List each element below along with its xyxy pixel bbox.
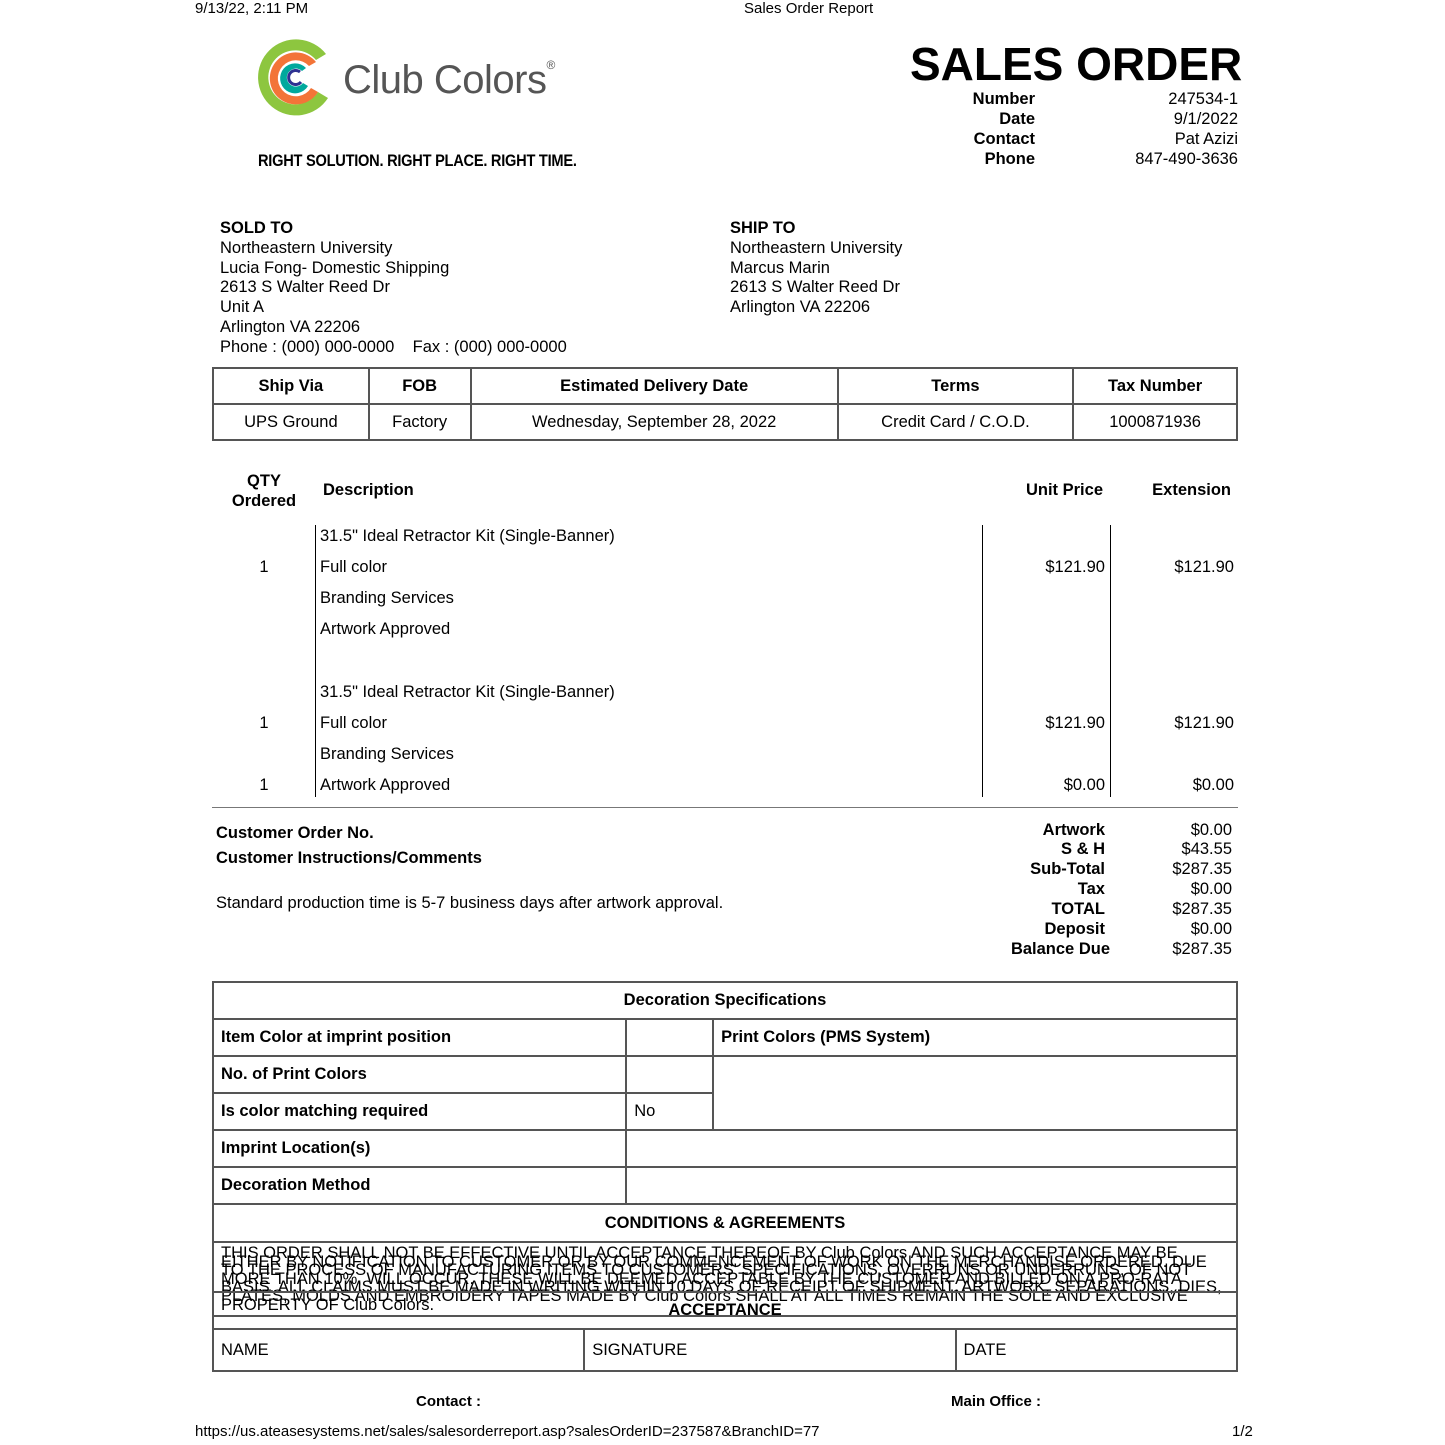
ship-via-value: UPS Ground: [213, 404, 369, 440]
footer-contact: Contact :: [416, 1393, 481, 1410]
sold-to-line: Unit A: [220, 298, 265, 317]
total-label: Deposit: [1044, 920, 1105, 938]
number-value: 247534-1: [1168, 90, 1238, 108]
total-value: $287.35: [1172, 900, 1232, 918]
shipping-table: [212, 367, 1238, 441]
phone-value: 847-490-3636: [1135, 150, 1238, 168]
decoration-method-label: Decoration Method: [213, 1167, 626, 1204]
ship-to-block: [730, 219, 902, 318]
total-value: $287.35: [1172, 860, 1232, 878]
unit-price-header: Unit Price: [1025, 481, 1103, 499]
conditions-title: CONDITIONS & AGREEMENTS: [213, 1204, 1237, 1242]
description-header: Description: [323, 481, 414, 499]
sold-to-fax: Fax : (000) 000-0000: [412, 337, 567, 356]
terms-header: Terms: [838, 368, 1073, 404]
item-color-label: Item Color at imprint position: [213, 1019, 626, 1056]
date-value: 9/1/2022: [1173, 110, 1238, 128]
delivery-date-header: Estimated Delivery Date: [471, 368, 838, 404]
tax-number-value: 1000871936: [1073, 404, 1237, 440]
customer-order-no-label: Customer Order No.: [216, 824, 374, 842]
footer-main-office: Main Office :: [951, 1393, 1042, 1410]
item-desc: Artwork Approved: [320, 776, 451, 794]
item-price: $0.00: [1063, 776, 1105, 794]
print-page-title: Sales Order Report: [744, 0, 874, 17]
qty-header: [214, 471, 314, 511]
total-value: $43.55: [1181, 840, 1232, 858]
company-name: Club Colors®: [343, 58, 555, 102]
decoration-title: Decoration Specifications: [213, 982, 1237, 1019]
item-desc: Branding Services: [320, 745, 454, 763]
acceptance-signature-field[interactable]: SIGNATURE: [584, 1329, 955, 1371]
qty-header-line: Ordered: [231, 492, 297, 510]
acceptance-name-field[interactable]: NAME: [213, 1329, 584, 1371]
total-value: $287.35: [1172, 940, 1232, 958]
terms-value: Credit Card / C.O.D.: [838, 404, 1073, 440]
sales-order-title: SALES ORDER: [910, 38, 1243, 90]
acceptance-title: ACCEPTANCE: [213, 1292, 1237, 1329]
total-label: Balance Due: [1010, 940, 1110, 958]
sold-to-line: Lucia Fong- Domestic Shipping: [220, 258, 450, 277]
print-page-number: 1/2: [1232, 1423, 1253, 1440]
total-label: TOTAL: [1051, 900, 1105, 918]
number-label: Number: [972, 90, 1035, 108]
date-label: Date: [999, 110, 1035, 128]
contact-value: Pat Azizi: [1174, 130, 1238, 148]
item-ext: $121.90: [1174, 558, 1234, 576]
sold-to-line: 2613 S Walter Reed Dr: [220, 278, 390, 297]
ship-to-line: Marcus Marin: [730, 258, 830, 277]
club-colors-logo-icon: [256, 36, 338, 118]
color-matching-value: No: [626, 1093, 713, 1130]
sold-to-line: Arlington VA 22206: [220, 317, 361, 336]
print-datetime: 9/13/22, 2:11 PM: [195, 0, 309, 17]
item-desc: Full color: [320, 558, 387, 576]
contact-label: Contact: [973, 130, 1035, 148]
item-desc: Full color: [320, 714, 387, 732]
sold-to-line: Northeastern University: [220, 238, 393, 257]
item-desc: Branding Services: [320, 589, 454, 607]
item-qty: 1: [259, 558, 269, 576]
company-tagline: RIGHT SOLUTION. RIGHT PLACE. RIGHT TIME.: [258, 151, 577, 170]
item-ext: $0.00: [1192, 776, 1234, 794]
sold-to-heading: SOLD TO: [220, 219, 294, 237]
total-label: Tax: [1077, 880, 1105, 898]
conditions-text: THIS ORDER SHALL NOT BE EFFECTIVE UNTIL ACCEPTANCE THEREOF BY Club Colors AND SUCH ACCEPTANCE MAY BE EITHER BY NOTIFICATION TO CUSTOMER OR BY OUR COMMENCEMENT OF WORK ON THE MERCHANDISE ORDERED. DUE TO THE PROCESS OF MANUFACTURING ITEMS TO CUSTOMERS' SPECIFICATIONS, OVERRUNS OR UNDERRUNS, OF NOT MORE THAN 10%, WILL OCCUR. THESE WILL BE DEEMED ACCEPTABLE BY THE CUSTOMER AND BILLED ON A PRO-RATA BASIS. ALL CLAIMS MUST BE MADE IN WRITING WITHIN 10 DAYS OF RECEIPT OF SHIPMENT. ARTWORK, SEPARATIONS, DIES, PLATES, MOLDS AND EMBROIDERY TAPES MADE BY Club Colors SHALL AT ALL TIMES REMAIN THE SOLE AND EXCLUSIVE PROPERTY OF Club Colors.: [213, 1242, 1237, 1316]
total-value: $0.00: [1190, 821, 1232, 839]
tax-number-header: Tax Number: [1073, 368, 1237, 404]
item-desc: Artwork Approved: [320, 620, 451, 638]
item-price: $121.90: [1045, 714, 1105, 732]
ship-to-line: Northeastern University: [730, 238, 903, 257]
ext-column-line: [1110, 525, 1111, 797]
items-divider: [212, 807, 1238, 808]
decoration-table: [212, 981, 1238, 1317]
color-matching-label: Is color matching required: [213, 1093, 626, 1130]
ship-to-heading: SHIP TO: [730, 219, 796, 237]
num-colors-value: [626, 1056, 713, 1093]
ship-to-line: 2613 S Walter Reed Dr: [730, 278, 900, 297]
item-desc: 31.5" Ideal Retractor Kit (Single-Banner): [320, 527, 615, 545]
imprint-location-label: Imprint Location(s): [213, 1130, 626, 1167]
ship-to-line: Arlington VA 22206: [730, 298, 871, 317]
print-colors-value: [713, 1056, 1237, 1130]
extension-header: Extension: [1152, 481, 1231, 499]
decoration-method-value: [626, 1167, 1237, 1204]
desc-column-line: [315, 525, 316, 797]
item-qty: 1: [259, 714, 269, 732]
item-qty: 1: [259, 776, 269, 794]
item-price: $121.90: [1045, 558, 1105, 576]
sold-to-phone: Phone : (000) 000-0000: [220, 337, 395, 356]
item-desc: 31.5" Ideal Retractor Kit (Single-Banner): [320, 683, 615, 701]
total-label: Sub-Total: [1030, 860, 1105, 878]
total-label: Artwork: [1042, 821, 1105, 839]
sold-to-block: [220, 219, 567, 358]
imprint-location-value: [626, 1130, 1237, 1167]
price-column-line: [982, 525, 983, 797]
total-value: $0.00: [1190, 880, 1232, 898]
customer-note: Standard production time is 5-7 business days after artwork approval.: [216, 894, 724, 912]
acceptance-table: [212, 1291, 1238, 1372]
item-ext: $121.90: [1174, 714, 1234, 732]
total-label: S & H: [1060, 840, 1105, 858]
num-colors-label: No. of Print Colors: [213, 1056, 626, 1093]
ship-via-header: Ship Via: [213, 368, 369, 404]
customer-instructions-label: Customer Instructions/Comments: [216, 849, 482, 867]
print-url[interactable]: https://us.ateasesystems.net/sales/salesorderreport.asp?salesOrderID=237587&BranchID=77: [195, 1423, 820, 1440]
print-colors-label: Print Colors (PMS System): [713, 1019, 1237, 1056]
total-value: $0.00: [1190, 920, 1232, 938]
item-color-value: [626, 1019, 713, 1056]
delivery-date-value: Wednesday, September 28, 2022: [471, 404, 838, 440]
fob-value: Factory: [369, 404, 471, 440]
qty-header-line: QTY: [247, 472, 281, 490]
acceptance-date-field[interactable]: DATE: [956, 1329, 1237, 1371]
fob-header: FOB: [369, 368, 471, 404]
phone-label: Phone: [984, 150, 1035, 168]
